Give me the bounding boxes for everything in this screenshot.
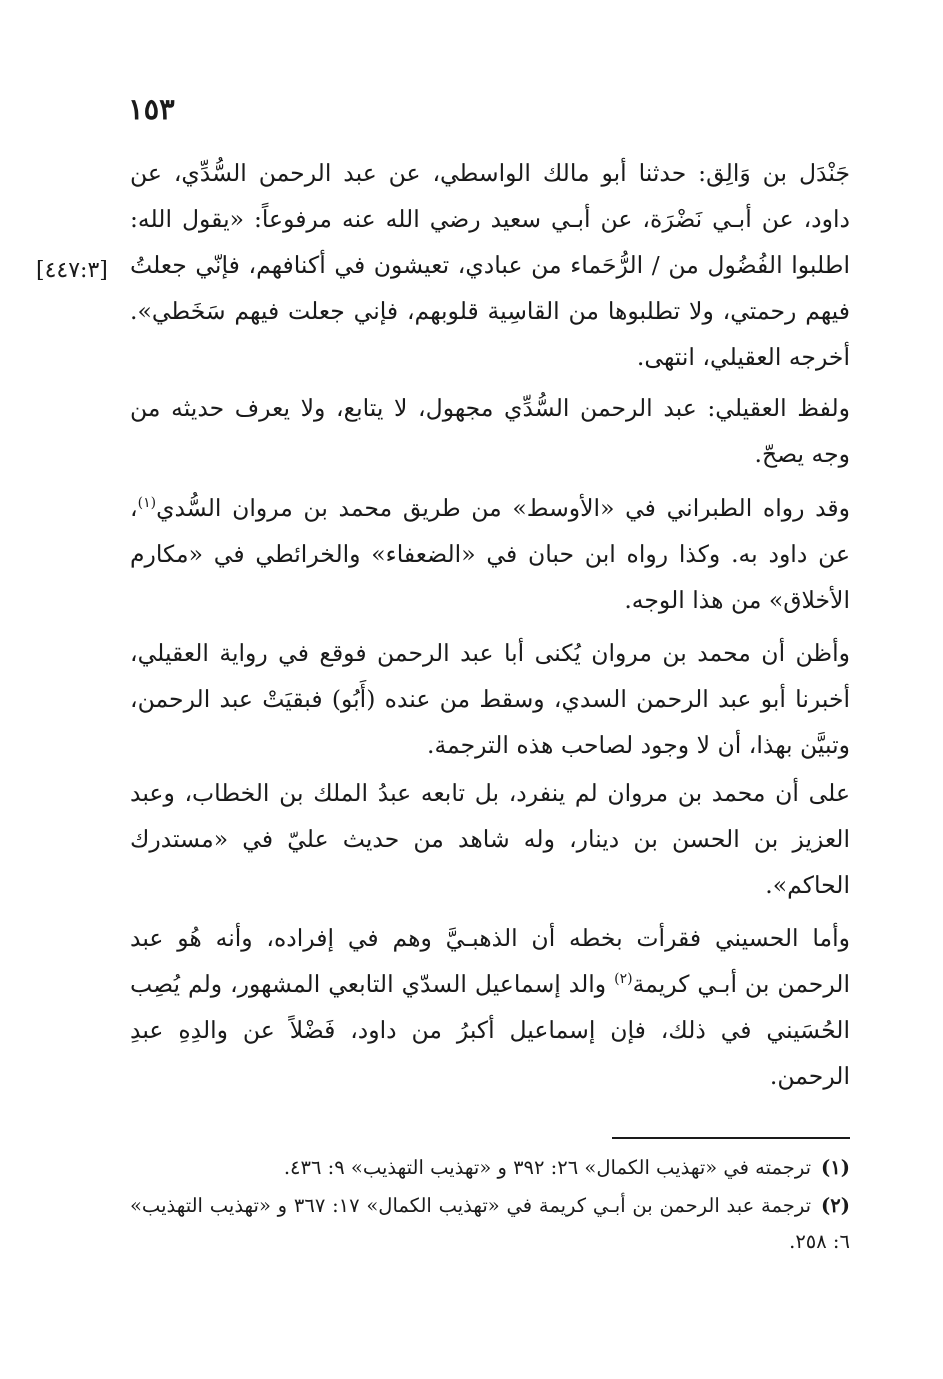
footnote-marker-1: (١) xyxy=(137,495,157,512)
footnote-separator xyxy=(612,1137,850,1139)
footnote-marker-2: (٢) xyxy=(614,971,633,988)
paragraph-6-text-after: والد إسماعيل السدّي التابعي المشهور، ولم يُصِب الحُسَيني في ذلك، فإن إسماعيل أكبرُ من داود، فَضْلاً عن والدِهِ عبدِ الرحمن. xyxy=(130,970,850,1090)
paragraph-4: وأظن أن محمد بن مروان يُكنى أبا عبد الرحمن فوقع في رواية العقيلي، أخبرنا أبو عبد الرحمن السدي، وسقط من عنده (أَبُو) فبقيَتْ عبد الرحمن، وتبيَّن بهذا، أن لا وجود لصاحب هذه الترجمة. xyxy=(130,639,850,759)
paragraph-5: على أن محمد بن مروان لم ينفرد، بل تابعه عبدُ الملك بن الخطاب، وعبد العزيز بن الحسن بن دينار، وله شاهد من حديث عليّ في «مستدرك الحاكم». xyxy=(130,779,850,899)
footnote-2-text: ترجمة عبد الرحمن بن أبـي كريمة في «تهذيب الكمال» ١٧: ٣٦٧ و «تهذيب التهذيب» ٦: ٢٥٨. xyxy=(130,1194,850,1253)
paragraph-3-text-after: ، عن داود به. وكذا رواه ابن حبان في «الضعفاء» والخرائطي في «مكارم الأخلاق» من هذا الوجه. xyxy=(130,494,850,614)
paragraph-2: ولفظ العقيلي: عبد الرحمن السُّدِّي مجهول، لا يتابع، ولا يعرف حديثه من وجه يصحّ. xyxy=(130,394,850,468)
paragraph-6-text-before: وأما الحسيني فقرأت بخطه أن الذهبـيَّ وهم في إفراده، وأنه هُو عبد الرحمن بن أبـي كريمة xyxy=(130,924,850,998)
footnote-2-number: (٢) xyxy=(821,1194,850,1217)
margin-reference: [٤٤٧:٣] xyxy=(36,258,108,283)
footnote-1 xyxy=(130,1150,850,1186)
paragraph-6 xyxy=(130,915,850,1099)
paragraph-3-text-before: وقد رواه الطبراني في «الأوسط» من طريق محمد بن مروان السُّدي xyxy=(156,494,850,522)
page-number: ١٥٣ xyxy=(128,92,175,126)
paragraph-3 xyxy=(130,485,850,623)
footnote-1-text: ترجمته في «تهذيب الكمال» ٢٦: ٣٩٢ و «تهذيب التهذيب» ٩: ٤٣٦. xyxy=(283,1156,812,1179)
footnote-1-number: (١) xyxy=(821,1156,850,1179)
paragraph-1: جَنْدَل بن وَالِق: حدثنا أبو مالك الواسطي، عن عبد الرحمن السُّدِّي، عن داود، عن أبـي نَضْرَة، عن أبـي سعيد رضي الله عنه مرفوعاً: «يقول الله: اطلبوا الفُضُول من / الرُّحَماء من عبادي، تعيشون في أكنافهم، فإنّي جعلتُ فيهم رحمتي، ولا تطلبوها من القاسِية قلوبهم، فإني جعلت فيهم سَخَطي». أخرجه العقيلي، انتهى. xyxy=(130,159,850,371)
footnote-2 xyxy=(130,1188,850,1260)
